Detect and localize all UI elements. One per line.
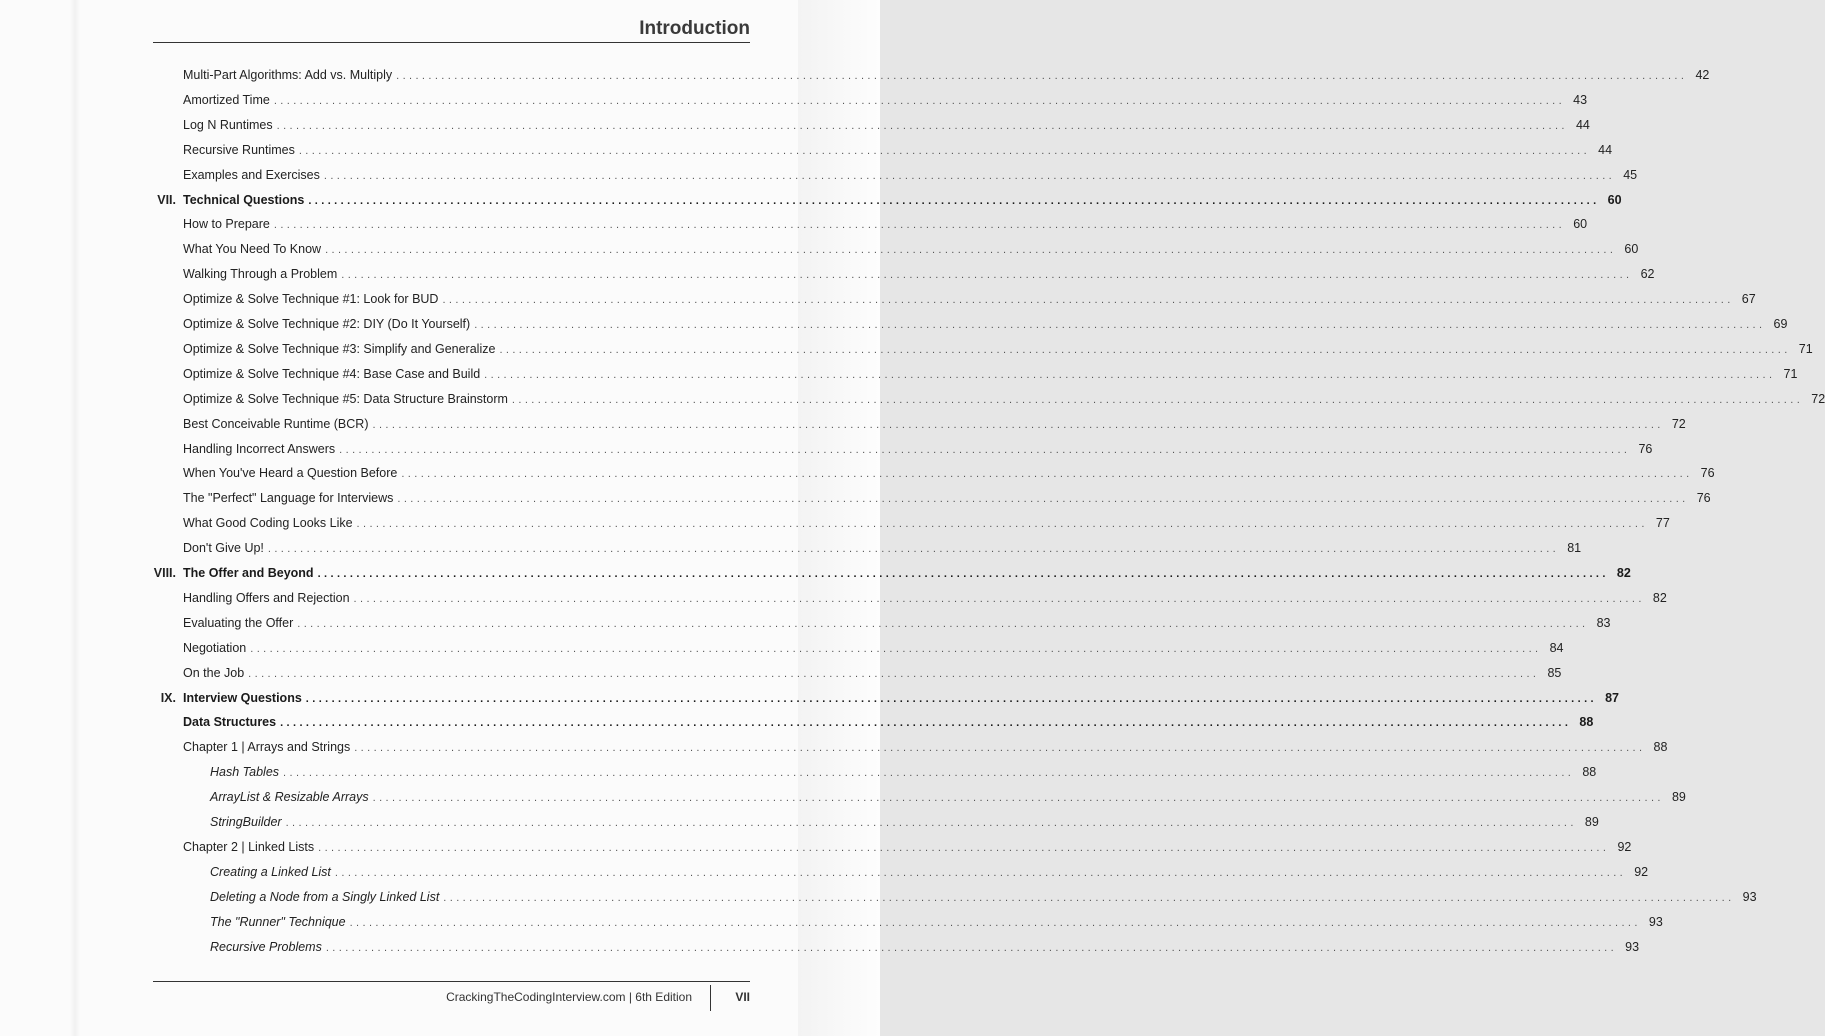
- toc-entry-page: 42: [1695, 68, 1710, 82]
- toc-entry: [183, 835, 1632, 859]
- toc-entry-page: 71: [1783, 366, 1798, 381]
- toc-entry-page: 45: [1623, 167, 1638, 182]
- toc-entry: [183, 287, 1756, 311]
- toc-entry-label: Negotiation: [183, 640, 247, 655]
- toc-entry-label: Multi-Part Algorithms: Add vs. Multiply: [183, 68, 393, 82]
- toc-leader-dots: ........................................................................................................................................................................................................: [341, 269, 1633, 282]
- toc-entry-label: Chapter 1 | Arrays and Strings: [183, 740, 351, 755]
- toc-entry-label: How to Prepare: [183, 217, 270, 232]
- toc-entry: [183, 337, 1813, 361]
- toc-entry-page: 84: [1549, 640, 1564, 655]
- footer-divider: [710, 985, 711, 1011]
- toc-entry: [183, 661, 1562, 685]
- toc-entry: [183, 312, 1788, 336]
- toc-entry-page: 83: [1596, 615, 1611, 630]
- toc-leader-dots: ........................................................................................................................................................................................................: [325, 244, 1617, 257]
- toc-leader-dots: ........................................................................................................................................................................................................: [511, 393, 1804, 406]
- toc-entry-page: 92: [1617, 839, 1632, 854]
- toc-entry: [210, 935, 1640, 959]
- toc-leader-dots: ........................................................................................................................................................................................................: [317, 568, 1609, 580]
- toc-entry-label: Recursive Problems: [210, 939, 322, 954]
- toc-leader-dots: ........................................................................................................................................................................................................: [273, 94, 1566, 107]
- page-gutter-shadow: [70, 0, 80, 1036]
- toc-entry-label: Handling Offers and Rejection: [183, 590, 350, 605]
- toc-leader-dots: ........................................................................................................................................................................................................: [283, 767, 1575, 780]
- toc-entry-label: Optimize & Solve Technique #4: Base Case and Build: [183, 366, 481, 381]
- toc-entry-page: 82: [1616, 566, 1631, 580]
- toc-entry-label: Best Conceivable Runtime (BCR): [183, 416, 369, 431]
- toc-entry: [183, 586, 1667, 610]
- toc-entry-page: 69: [1773, 317, 1788, 331]
- toc-entry-page: 85: [1547, 665, 1562, 680]
- toc-entry: [183, 212, 1588, 236]
- toc-entry: [183, 163, 1638, 187]
- toc-entry-label: The "Runner" Technique: [210, 914, 346, 929]
- toc-entry-label: ArrayList & Resizable Arrays: [210, 790, 369, 805]
- toc-entry: [183, 412, 1686, 436]
- toc-entry: [183, 735, 1668, 759]
- toc-entry-label: On the Job: [183, 665, 245, 680]
- toc-leader-dots: ........................................................................................................................................................................................................: [334, 866, 1627, 879]
- toc-entry: [160, 686, 1620, 710]
- toc-entry-page: 89: [1584, 815, 1599, 829]
- toc-leader-dots: ........................................................................................................................................................................................................: [396, 70, 1688, 82]
- toc-leader-dots: ........................................................................................................................................................................................................: [372, 792, 1664, 805]
- toc-leader-dots: ........................................................................................................................................................................................................: [442, 294, 1734, 307]
- toc-entry-label: Evaluating the Offer: [183, 615, 294, 630]
- toc-entry-label: Recursive Runtimes: [183, 142, 295, 157]
- toc-entry-page: 76: [1638, 441, 1653, 456]
- toc-entry: [183, 536, 1582, 560]
- toc-entry-page: 60: [1624, 242, 1639, 257]
- toc-leader-dots: ........................................................................................................................................................................................................: [280, 717, 1572, 730]
- toc-entry-page: 62: [1640, 267, 1655, 282]
- footer-rule: [153, 981, 750, 982]
- toc-leader-dots: ........................................................................................................................................................................................................: [484, 368, 1776, 381]
- toc-entry: [210, 810, 1599, 834]
- toc-entry-page: 76: [1700, 466, 1715, 481]
- toc-leader-dots: ........................................................................................................................................................................................................: [325, 941, 1618, 954]
- toc-entry-number: IX.: [160, 690, 176, 705]
- toc-entry-page: 82: [1652, 590, 1667, 605]
- toc-leader-dots: ........................................................................................................................................................................................................: [372, 418, 1664, 431]
- toc-entry-label: Hash Tables: [210, 765, 280, 780]
- toc-entry: [153, 561, 1631, 585]
- toc-entry-label: Don't Give Up!: [183, 541, 264, 556]
- toc-entry-page: 93: [1625, 939, 1640, 954]
- toc-entry-page: 72: [1671, 416, 1686, 431]
- header-rule: [153, 42, 750, 43]
- toc-entry: [183, 362, 1798, 386]
- toc-entry-label: Creating a Linked List: [210, 864, 331, 879]
- toc-entry: [157, 188, 1622, 212]
- toc-leader-dots: ........................................................................................................................................................................................................: [248, 667, 1540, 680]
- toc-entry: [183, 710, 1594, 734]
- toc-entry-label: Data Structures: [183, 715, 277, 730]
- toc-leader-dots: ........................................................................................................................................................................................................: [339, 443, 1631, 456]
- toc-entry: [183, 511, 1670, 535]
- toc-entry-page: 89: [1671, 790, 1686, 805]
- toc-entry-label: StringBuilder: [210, 815, 282, 829]
- toc-entry-page: 77: [1655, 516, 1670, 531]
- toc-entry-label: Interview Questions: [183, 690, 302, 705]
- toc-leader-dots: ........................................................................................................................................................................................................: [276, 119, 1568, 132]
- toc-entry-page: 44: [1575, 117, 1590, 132]
- toc-entry: [210, 885, 1757, 909]
- toc-entry-number: VIII.: [153, 566, 176, 580]
- toc-leader-dots: ........................................................................................................................................................................................................: [273, 219, 1566, 232]
- toc-entry-label: Optimize & Solve Technique #2: DIY (Do It Yourself): [183, 317, 471, 331]
- toc-entry-label: Amortized Time: [183, 92, 270, 107]
- toc-entry-page: 88: [1579, 715, 1594, 730]
- toc-entry-page: 93: [1648, 914, 1663, 929]
- toc-leader-dots: ........................................................................................................................................................................................................: [443, 891, 1735, 904]
- toc-entry-label: The "Perfect" Language for Interviews: [183, 491, 394, 506]
- toc-entry: [183, 113, 1590, 137]
- footer-text: CrackingTheCodingInterview.com | 6th Edition: [446, 990, 692, 1004]
- toc-entry: [183, 237, 1639, 261]
- toc-entry-page: 76: [1696, 491, 1711, 506]
- toc-entry-label: When You've Heard a Question Before: [183, 466, 398, 481]
- toc-entry: [210, 785, 1686, 809]
- toc-entry: [210, 860, 1649, 884]
- toc-leader-dots: ........................................................................................................................................................................................................: [354, 742, 1646, 755]
- toc-entry: [210, 910, 1663, 934]
- toc-entry-page: 88: [1582, 765, 1597, 780]
- toc-entry-label: The Offer and Beyond: [183, 566, 314, 580]
- toc-entry-page: 67: [1741, 292, 1756, 307]
- toc-entry: [183, 138, 1613, 162]
- toc-entry-page: 81: [1567, 541, 1582, 556]
- toc-entry: [183, 461, 1715, 485]
- toc-entry-page: 60: [1573, 217, 1588, 232]
- toc-entry-page: 43: [1573, 92, 1588, 107]
- toc-entry-label: Optimize & Solve Technique #5: Data Structure Brainstorm: [183, 391, 508, 406]
- toc-leader-dots: ........................................................................................................................................................................................................: [298, 144, 1591, 157]
- toc-leader-dots: ........................................................................................................................................................................................................: [267, 543, 1560, 556]
- toc-entry-page: 88: [1653, 740, 1668, 755]
- toc-entry-label: Optimize & Solve Technique #1: Look for BUD: [183, 292, 439, 307]
- toc-entry-label: Walking Through a Problem: [183, 267, 338, 282]
- toc-entry-page: 60: [1607, 192, 1622, 207]
- toc-entry: [183, 486, 1711, 510]
- toc-leader-dots: ........................................................................................................................................................................................................: [250, 642, 1542, 655]
- toc-leader-dots: ........................................................................................................................................................................................................: [356, 518, 1648, 531]
- toc-entry-page: 72: [1811, 391, 1825, 406]
- toc-entry-page: 44: [1598, 142, 1613, 157]
- toc-entry-page: 93: [1742, 889, 1757, 904]
- toc-entry: [183, 262, 1655, 286]
- toc-leader-dots: ........................................................................................................................................................................................................: [305, 692, 1598, 705]
- toc-entry-label: Log N Runtimes: [183, 117, 273, 132]
- toc-leader-dots: ........................................................................................................................................................................................................: [474, 319, 1766, 331]
- toc-entry: [210, 760, 1597, 784]
- toc-leader-dots: ........................................................................................................................................................................................................: [308, 194, 1600, 207]
- toc-entry: [183, 88, 1588, 112]
- toc-entry-label: Optimize & Solve Technique #3: Simplify and Generalize: [183, 341, 496, 356]
- toc-entry-label: What You Need To Know: [183, 242, 322, 257]
- toc-leader-dots: ........................................................................................................................................................................................................: [323, 169, 1616, 182]
- toc-entry-label: Deleting a Node from a Singly Linked List: [210, 889, 440, 904]
- toc-entry-label: Examples and Exercises: [183, 167, 320, 182]
- toc-leader-dots: ........................................................................................................................................................................................................: [285, 817, 1577, 829]
- toc-entry-label: Chapter 2 | Linked Lists: [183, 839, 315, 854]
- toc-entry: [183, 387, 1825, 411]
- toc-entry: [183, 611, 1611, 635]
- toc-leader-dots: ........................................................................................................................................................................................................: [397, 493, 1689, 506]
- toc-entry-page: 92: [1634, 864, 1649, 879]
- toc-leader-dots: ........................................................................................................................................................................................................: [349, 916, 1641, 929]
- toc-entry: [183, 437, 1653, 461]
- toc-entry-page: 71: [1798, 341, 1813, 356]
- toc-leader-dots: ........................................................................................................................................................................................................: [297, 617, 1589, 630]
- toc-entry-page: 87: [1605, 690, 1620, 705]
- page-header-title: Introduction: [639, 18, 750, 39]
- toc-leader-dots: ........................................................................................................................................................................................................: [499, 343, 1791, 356]
- toc-entry-label: Technical Questions: [183, 192, 305, 207]
- toc-leader-dots: ........................................................................................................................................................................................................: [353, 592, 1645, 605]
- toc-entry: [183, 636, 1564, 660]
- toc-entry: [183, 63, 1710, 87]
- toc-entry-number: VII.: [157, 192, 176, 207]
- toc-leader-dots: ........................................................................................................................................................................................................: [401, 468, 1693, 481]
- toc-leader-dots: ........................................................................................................................................................................................................: [318, 841, 1610, 854]
- footer-page-number: VII: [735, 990, 750, 1004]
- toc-entry-label: What Good Coding Looks Like: [183, 516, 353, 531]
- toc-entry-label: Handling Incorrect Answers: [183, 441, 336, 456]
